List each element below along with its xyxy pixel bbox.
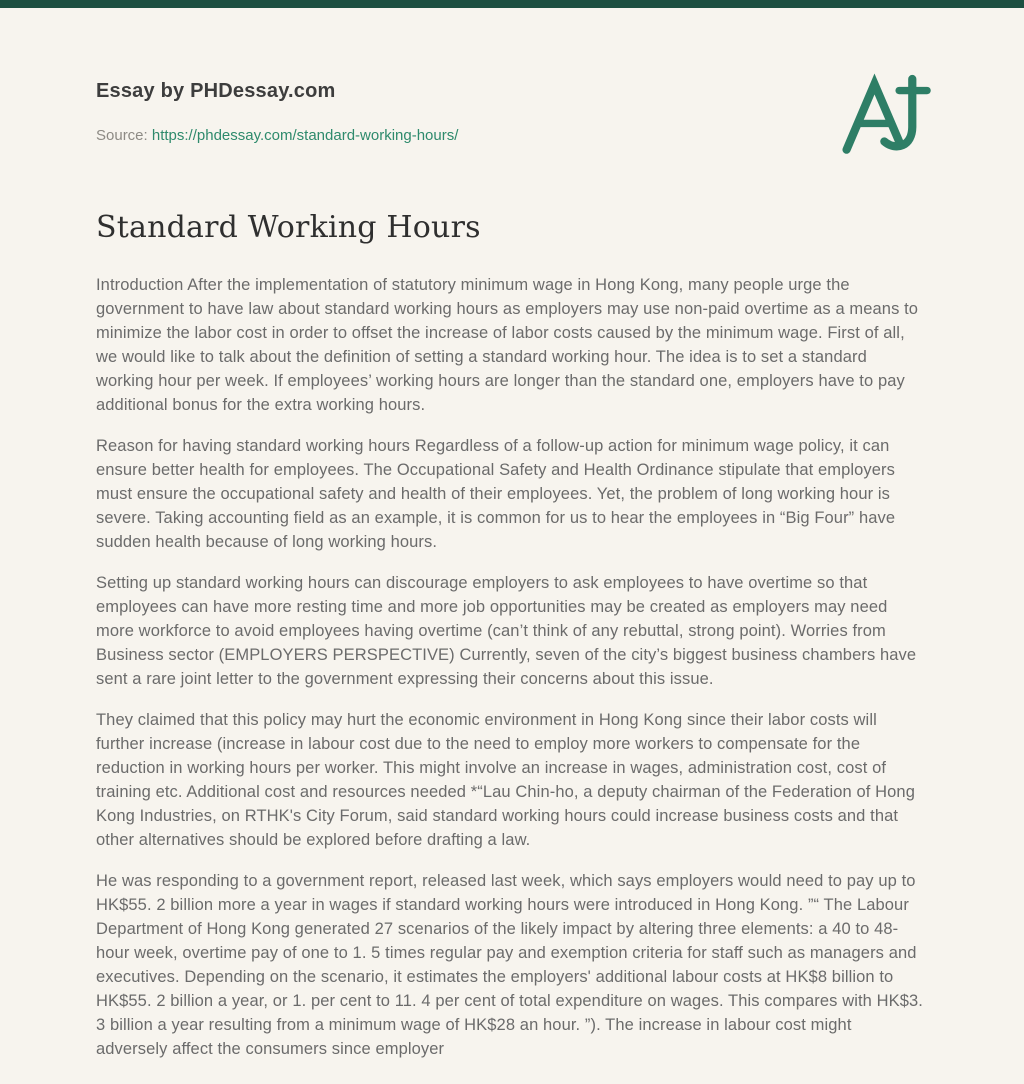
source-label: Source: [96,127,148,144]
essay-paragraph: They claimed that this policy may hurt the economic environment in Hong Kong since their labor costs will further increase (increase in labour cost due to the need to employ more workers to compensate for the reduction in working hours per worker. This might involve an increase in wages, administration cost, cost of training etc. Additional cost and resources needed *“Lau Chin-ho, a deputy chairman of the Federation of Hong Kong Industries, on RTHK's City Forum, said standard working hours could increase business costs and that other alternatives should be explored before drafting a law. [96,711,915,849]
phdessay-logo [840,72,932,160]
essay-body [96,273,926,1061]
top-accent-bar [0,0,1024,8]
essay-title: Standard Working Hours [96,210,481,245]
essay-paragraph: Reason for having standard working hours Regardless of a follow-up action for minimum wage policy, it can ensure better health for employees. The Occupational Safety and Health Ordinance stipulate that employers must ensure the occupational safety and health of their employees. Yet, the problem of long working hour is severe. Taking accounting field as an example, it is common for us to hear the employees in “Big Four” have sudden health because of long working hours. [96,437,896,551]
essay-paragraph: Setting up standard working hours can discourage employers to ask employees to have overtime so that employees can have more resting time and more job opportunities may be created as employers may need more workforce to avoid employees having overtime (can’t think of any rebuttal, strong point). Worries from Business sector (EMPLOYERS PERSPECTIVE) Currently, seven of the city’s biggest business chambers have sent a rare joint letter to the government expressing their concerns about this issue. [96,574,917,688]
source-link[interactable]: https://phdessay.com/standard-working-hours/ [151,127,459,144]
essay-byline: Essay by PHDessay.com [96,80,336,102]
source-line [96,127,926,144]
essay-paragraph: He was responding to a government report, released last week, which says employers would need to pay up to HK$55. 2 billion more a year in wages if standard working hours were introduced in Hong Kong. ”“ The Labour Department of Hong Kong generated 27 scenarios of the likely impact by altering three elements: a 40 to 48-hour week, overtime pay of one to 1. 5 times regular pay and exemption criteria for staff such as managers and executives. Depending on the scenario, it estimates the employers' additional labour costs at HK$8 billion to HK$55. 2 billion a year, or 1. per cent to 11. 4 per cent of total expenditure on wages. This compares with HK$3. 3 billion a year resulting from a minimum wage of HK$28 an hour. ”). The increase in labour cost might adversely affect the consumers since employer [96,872,923,1058]
essay-paragraph: Introduction After the implementation of statutory minimum wage in Hong Kong, many people urge the government to have law about standard working hours as employers may use non-paid overtime as a means to minimize the labor cost in order to offset the increase of labor costs caused by the minimum wage. First of all, we would like to talk about the definition of setting a standard working hour. The idea is to set a standard working hour per week. If employees’ working hours are longer than the standard one, employers have to pay additional bonus for the extra working hours. [96,276,919,414]
page-content [0,8,1024,1084]
phdessay-logo-icon [840,72,932,160]
